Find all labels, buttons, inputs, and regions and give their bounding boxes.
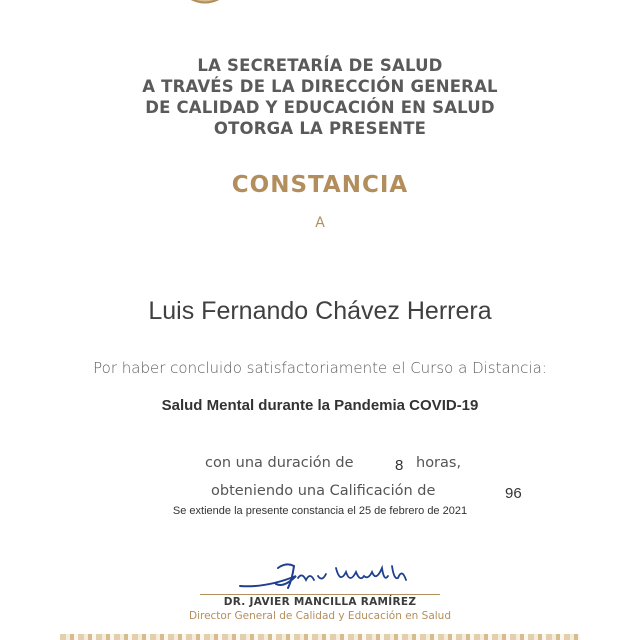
course-name: Salud Mental durante la Pandemia COVID-19: [161, 397, 479, 414]
certificate-title: CONSTANCIA: [231, 172, 409, 198]
signer-name: DR. JAVIER MANCILLA RAMÍREZ: [223, 596, 417, 608]
recipient-name: Luis Fernando Chávez Herrera: [148, 297, 492, 325]
handwritten-signature: [236, 558, 416, 594]
completion-reason: Por haber concluido satisfactoriamente el Curso a Distancia:: [93, 359, 547, 377]
header-logo-icon: [262, 0, 422, 6]
signer-title: Director General de Calidad y Educación en Salud: [188, 610, 451, 622]
signature-line: [200, 594, 440, 595]
grade-label: obteniendo una Calificación de: [211, 483, 436, 499]
issuer-line: A TRAVÉS DE LA DIRECCIÓN GENERAL: [142, 77, 498, 96]
recipient-prefix: A: [315, 215, 325, 231]
issuer-statement: [0, 55, 640, 139]
issue-date-statement: Se extiende la presente constancia el 25 de febrero de 2021: [172, 505, 468, 517]
issuer-line: DE CALIDAD Y EDUCACIÓN EN SALUD: [145, 98, 495, 117]
grade-value: 96: [505, 485, 522, 502]
duration-label: con una duración de: [205, 455, 354, 471]
duration-value: 8: [395, 457, 404, 474]
duration-unit: horas,: [416, 455, 462, 471]
government-seal-icon: [180, 0, 230, 8]
issuer-line: OTORGA LA PRESENTE: [213, 119, 427, 138]
decorative-border: [60, 634, 580, 640]
issuer-line: LA SECRETARÍA DE SALUD: [197, 56, 443, 75]
